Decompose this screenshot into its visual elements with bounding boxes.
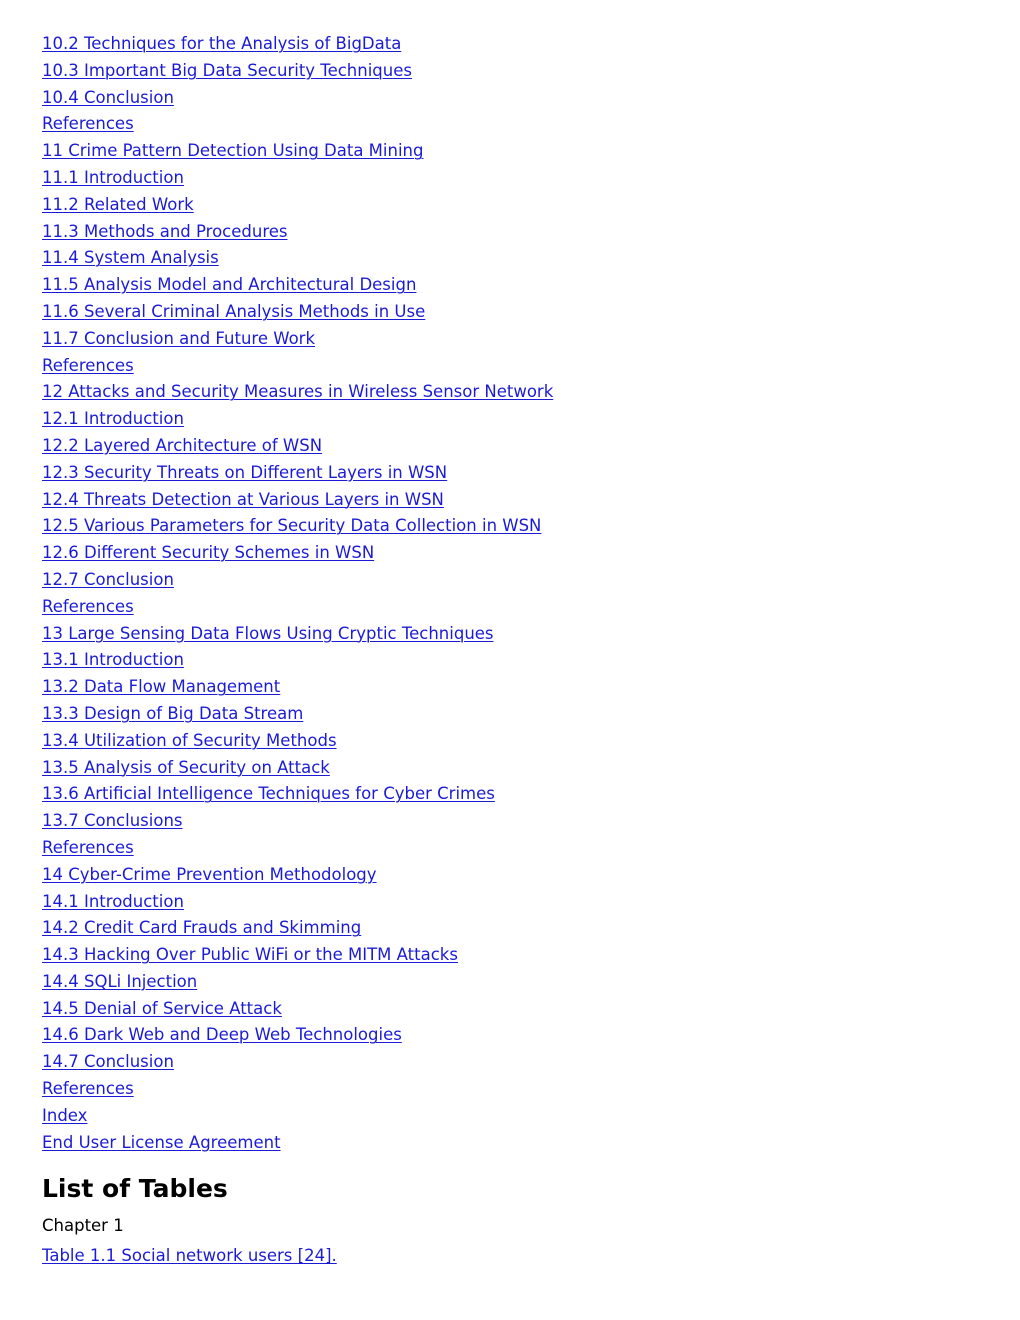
toc-link[interactable]: 12.7 Conclusion <box>42 569 174 589</box>
toc-item <box>42 406 1000 433</box>
toc-item <box>42 1022 1000 1049</box>
toc-link[interactable]: 11.7 Conclusion and Future Work <box>42 328 316 348</box>
toc-item <box>42 621 1000 648</box>
toc-link[interactable]: 11.5 Analysis Model and Architectural Design <box>42 275 417 295</box>
toc-link[interactable]: Index <box>42 1105 88 1125</box>
toc-item <box>42 674 1000 701</box>
toc-item <box>42 647 1000 674</box>
toc-link[interactable]: 11.6 Several Criminal Analysis Methods in Use <box>42 301 426 321</box>
toc-link[interactable]: 12.1 Introduction <box>42 409 184 429</box>
toc-item <box>42 701 1000 728</box>
toc-link[interactable]: 12 Attacks and Security Measures in Wireless Sensor Network <box>42 382 554 402</box>
toc-item <box>42 379 1000 406</box>
toc-link[interactable]: 12.5 Various Parameters for Security Data Collection in WSN <box>42 516 542 536</box>
toc-item <box>42 487 1000 514</box>
toc-item <box>42 1103 1000 1130</box>
toc-link[interactable]: End User License Agreement <box>42 1132 281 1152</box>
toc-item <box>42 781 1000 808</box>
table-link-row <box>42 1244 337 1268</box>
toc-item <box>42 31 1000 58</box>
toc-item <box>42 138 1000 165</box>
toc-item <box>42 58 1000 85</box>
toc-item <box>42 808 1000 835</box>
toc-link[interactable]: References <box>42 1079 134 1099</box>
toc-item <box>42 1049 1000 1076</box>
toc-item <box>42 353 1000 380</box>
table-link[interactable]: Table 1.1 Social network users [24]. <box>42 1246 337 1265</box>
toc-item <box>42 567 1000 594</box>
toc-link[interactable]: 11.4 System Analysis <box>42 248 219 268</box>
toc-item <box>42 460 1000 487</box>
toc-item <box>42 219 1000 246</box>
toc-item <box>42 540 1000 567</box>
toc-item <box>42 165 1000 192</box>
toc-item <box>42 326 1000 353</box>
toc-link[interactable]: 13.5 Analysis of Security on Attack <box>42 757 330 777</box>
toc-item <box>42 272 1000 299</box>
toc-item <box>42 1076 1000 1103</box>
list-of-tables-heading: List of Tables <box>42 1174 228 1203</box>
toc-item <box>42 111 1000 138</box>
toc-link[interactable]: References <box>42 355 134 375</box>
toc-link[interactable]: 10.4 Conclusion <box>42 87 174 107</box>
toc-item <box>42 192 1000 219</box>
toc-link[interactable]: References <box>42 114 134 134</box>
toc-item <box>42 299 1000 326</box>
toc-link[interactable]: 13.6 Artificial Intelligence Techniques for Cyber Crimes <box>42 784 495 804</box>
toc-link[interactable]: 14.4 SQLi Injection <box>42 971 198 991</box>
toc-link[interactable]: 11.3 Methods and Procedures <box>42 221 288 241</box>
toc-link[interactable]: 12.2 Layered Architecture of WSN <box>42 435 323 455</box>
toc-link[interactable]: 14.6 Dark Web and Deep Web Technologies <box>42 1025 402 1045</box>
toc-item <box>42 862 1000 889</box>
toc-link[interactable]: 13 Large Sensing Data Flows Using Cryptic Techniques <box>42 623 494 643</box>
toc-item <box>42 513 1000 540</box>
toc-link[interactable]: 10.2 Techniques for the Analysis of BigData <box>42 34 402 53</box>
toc-item <box>42 85 1000 112</box>
toc-link[interactable]: 14 Cyber-Crime Prevention Methodology <box>42 864 377 884</box>
toc-link[interactable]: 14.1 Introduction <box>42 891 184 911</box>
toc-item <box>42 889 1000 916</box>
document-page <box>42 31 1000 1265</box>
toc-link[interactable]: 10.3 Important Big Data Security Techniques <box>42 60 412 80</box>
toc-link[interactable]: 11.2 Related Work <box>42 194 194 214</box>
toc-link[interactable]: 14.7 Conclusion <box>42 1052 174 1072</box>
toc-item <box>42 942 1000 969</box>
toc-link[interactable]: 12.4 Threats Detection at Various Layers in WSN <box>42 489 444 509</box>
table-of-contents <box>42 31 1000 1156</box>
toc-link[interactable]: 14.2 Credit Card Frauds and Skimming <box>42 918 362 938</box>
toc-link[interactable]: 13.7 Conclusions <box>42 811 183 831</box>
toc-link[interactable]: 11.1 Introduction <box>42 167 184 187</box>
toc-link[interactable]: References <box>42 596 134 616</box>
toc-item <box>42 996 1000 1023</box>
toc-link[interactable]: 12.6 Different Security Schemes in WSN <box>42 543 375 563</box>
toc-item <box>42 1130 1000 1157</box>
toc-link[interactable]: 13.1 Introduction <box>42 650 184 670</box>
toc-item <box>42 835 1000 862</box>
toc-link[interactable]: 13.3 Design of Big Data Stream <box>42 703 304 723</box>
toc-item <box>42 433 1000 460</box>
toc-item <box>42 755 1000 782</box>
toc-link[interactable]: 13.2 Data Flow Management <box>42 677 281 697</box>
toc-item <box>42 969 1000 996</box>
toc-item <box>42 594 1000 621</box>
toc-link[interactable]: 14.5 Denial of Service Attack <box>42 998 282 1018</box>
toc-item <box>42 728 1000 755</box>
toc-link[interactable]: References <box>42 837 134 857</box>
toc-link[interactable]: 13.4 Utilization of Security Methods <box>42 730 337 750</box>
toc-link[interactable]: 11 Crime Pattern Detection Using Data Mining <box>42 141 424 161</box>
toc-link[interactable]: 14.3 Hacking Over Public WiFi or the MITM Attacks <box>42 945 458 965</box>
toc-link[interactable]: 12.3 Security Threats on Different Layers in WSN <box>42 462 448 482</box>
toc-item <box>42 915 1000 942</box>
toc-item <box>42 245 1000 272</box>
chapter-label: Chapter 1 <box>42 1216 124 1235</box>
